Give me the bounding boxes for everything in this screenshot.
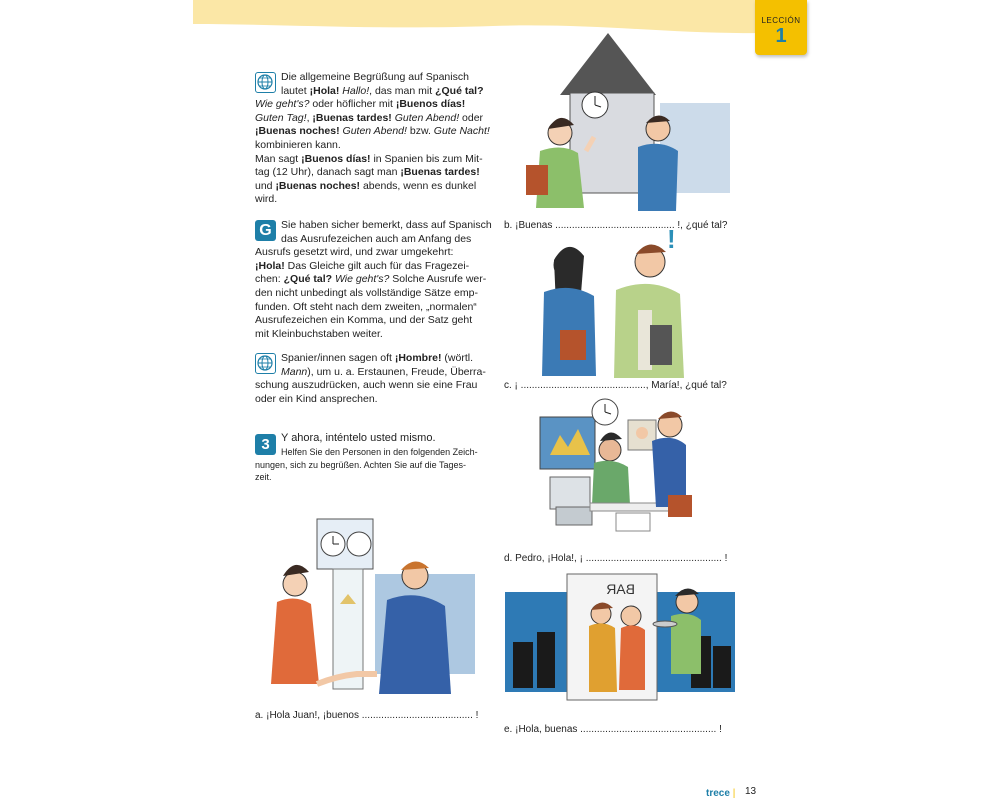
grammar-note-line4: ¡Hola! Das Gleiche gilt auch für das Fragezei- [255,259,470,272]
grammar-note-line8: Ausrufezeichen ein Komma, und der Satz geht [255,314,473,327]
culture-note-hombre-line4: oder ein Kind ansprechen. [255,392,378,405]
grammar-note-line7: funden. Oft steht nach dem zweiten, „normalen“ [255,300,477,313]
grammar-note-line2: das Ausrufezeichen auch am Anfang des [281,232,472,245]
culture-note-greetings-line3: Wie geht's? oder höflicher mit ¡Buenos días! [255,98,466,111]
grammar-note-line5: chen: ¿Qué tal? Wie geht's? Solche Ausrufe wer- [255,273,487,286]
caption-c: c. ¡ ............................................., María!, ¿qué tal? [504,380,727,391]
culture-note-greetings-line5: ¡Buenas noches! Guten Abend! bzw. Gute Nacht! [255,125,490,138]
culture-note-hombre-line1: Spanier/innen sagen oft ¡Hombre! (wörtl. [281,352,474,364]
page-number: 13 [745,786,757,797]
exercise-title: Y ahora, inténtelo usted mismo. [281,432,436,444]
caption-e: e. ¡Hola, buenas ................................................. ! [504,724,722,735]
bar-sign: BAR [606,581,635,597]
illustration-handshake [255,514,485,704]
culture-note-greetings-line8: tag (12 Uhr), danach sagt man ¡Buenas tardes! [255,166,480,179]
grammar-note-line3: Ausrufs gesetzt wird, und zwar umgekehrt: [255,246,454,259]
lesson-label: LECCIÓN [761,16,801,25]
grammar-note-line9: mit Kleinbuchstaben weiter. [255,327,383,340]
illustration-office [520,395,735,543]
culture-note-greetings-line10: wird. [255,193,278,206]
svg-text:!: ! [667,230,676,254]
illustration-bar [505,572,735,717]
culture-note-hombre-line2: Mann), um u. a. Erstaunen, Freude, Überra- [281,365,486,378]
culture-note-greetings-line2: lautet ¡Hola! Hallo!, das man mit ¿Qué tal? [281,84,484,97]
illustration-clock-tower [520,33,735,213]
caption-b: b. ¡Buenas ........................................... !, ¿qué tal? [504,220,728,231]
illustration-surprised-man [520,230,735,378]
culture-note-greetings-line9: und ¡Buenas noches! abends, wenn es dunkel [255,179,477,192]
caption-a: a. ¡Hola Juan!, ¡buenos ........................................ ! [255,710,479,721]
exercise-instruction-line2: nungen, sich zu begrüßen. Achten Sie auf die Tages- [255,459,466,470]
exercise-number-badge: 3 [255,434,276,455]
footer-page-word: trece | [706,788,736,799]
culture-note-hombre-line3: schung auszudrücken, auch wenn sie eine Frau [255,379,478,392]
culture-note-greetings-line1: Die allgemeine Begrüßung auf Spanisch [281,71,469,83]
grammar-note-line6: den nicht unbedingt als vollständige Sätze emp- [255,287,478,299]
culture-note-greetings-line6: kombinieren kann. [255,139,341,151]
culture-note-greetings-line7: Man sagt ¡Buenos días! in Spanien bis zum Mit- [255,152,483,165]
lesson-number: 1 [775,25,787,47]
caption-d: d. Pedro, ¡Hola!, ¡ ................................................. ! [504,553,728,564]
culture-note-greetings-line4: Guten Tag!, ¡Buenas tardes! Guten Abend! oder [255,111,484,124]
exercise-instruction-line3: zeit. [255,472,272,482]
grammar-note-line1: Sie haben sicher bemerkt, dass auf Spanisch [281,219,492,231]
globe-icon [255,72,276,93]
grammar-icon: G [255,220,276,241]
globe-icon [255,353,276,374]
lesson-tab [755,0,807,55]
exercise-instruction-line1: Helfen Sie den Personen in den folgenden Zeich- [281,447,478,457]
